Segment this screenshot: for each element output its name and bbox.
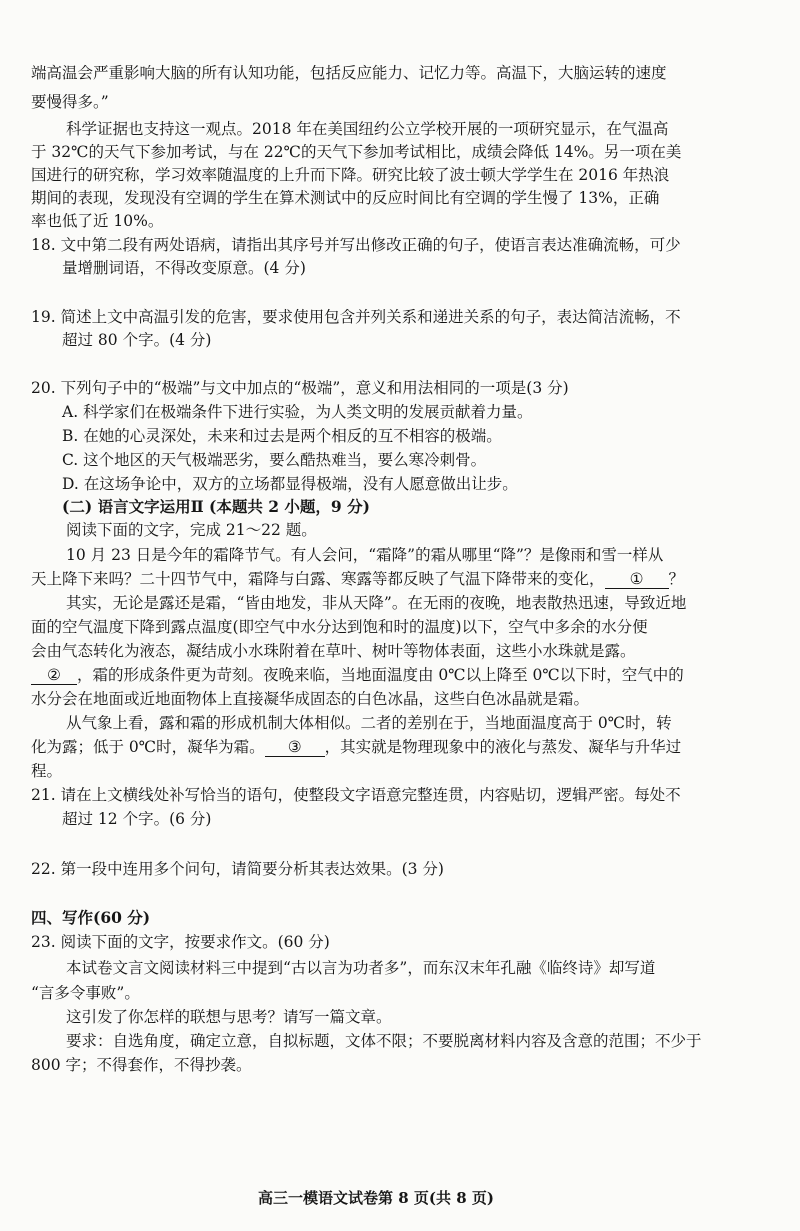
text-line: 面的空气温度下降到露点温度(即空气中水分达到饱和时的温度)以下，空气中多余的水分便 [31,618,648,636]
text-line: 端高温会严重影响大脑的所有认知功能，包括反应能力、记忆力等。高温下，大脑运转的速度 [31,64,667,82]
option-d: D. 在这场争论中，双方的立场都显得极端，没有人愿意做出让步。 [62,475,518,493]
text-segment: ，霜的形成条件更为苛刻。夜晚来临，当地面温度由 0℃以上降至 0℃以下时，空气中的 [77,666,684,684]
material-line: “言多令事败”。 [31,984,140,1002]
text-line: 其实，无论是露还是霜，“皆由地发，非从天降”。在无雨的夜晚，地表散热迅速，导致近地 [66,594,687,612]
text-line: 从气象上看，露和霜的形成机制大体相似。二者的差别在于，当地面温度高于 0℃时，转 [66,714,672,732]
text-line: 会由气态转化为液态，凝结成小水珠附着在草叶、树叶等物体表面，这些小水珠就是露。 [31,642,636,660]
material-line: 本试卷文言文阅读材料三中提到“古以言为功者多”，而东汉末年孔融《临终诗》却写道 [66,959,656,977]
question-line: 超过 80 个字。(4 分) [62,331,212,349]
text-segment: 天上降下来吗？二十四节气中，霜降与白露、寒露等都反映了气温下降带来的变化， [31,570,605,588]
requirement-line: 800 字；不得套作，不得抄袭。 [31,1056,252,1074]
fill-blank-3: ③ [265,738,325,757]
option-b: B. 在她的心灵深处，未来和过去是两个相反的互不相容的极端。 [62,427,502,445]
question-23: 23. 阅读下面的文字，按要求作文。(60 分) [31,933,330,951]
text-line [31,568,684,590]
option-a: A. 科学家们在极端条件下进行实验，为人类文明的发展贡献着力量。 [62,403,533,421]
text-segment: 化为露；低于 0℃时，凝华为霜。 [31,738,265,756]
fill-blank-2: ② [31,666,77,685]
text-line: 科学证据也支持这一观点。2018 年在美国纽约公立学校开展的一项研究显示，在气温高 [66,120,669,138]
option-c: C. 这个地区的天气极端恶劣，要么酷热难当，要么寒冷刺骨。 [62,451,487,469]
writing-prompt: 这引发了你怎样的联想与思考？请写一篇文章。 [66,1008,392,1026]
question-line: 19. 简述上文中高温引发的危害，要求使用包含并列关系和递进关系的句子，表达简洁流畅，不 [31,308,681,326]
question-line: 22. 第一段中连用多个问句，请简要分析其表达效果。(3 分) [31,860,444,878]
text-line: 率也低了近 10%。 [31,212,164,230]
fill-blank-1: ① [605,570,669,589]
question-line: 量增删词语，不得改变原意。(4 分) [62,259,306,277]
text-line: 国进行的研究称，学习效率随温度的上升而下降。研究比较了波士顿大学学生在 2016 年热浪 [31,166,670,184]
question-line: 超过 12 个字。(6 分) [62,810,212,828]
text-line [31,736,681,758]
text-line: 期间的表现，发现没有空调的学生在算术测试中的反应时间比有空调的学生慢了 13%，正确 [31,189,660,207]
text-line: 于 32℃的天气下参加考试，与在 22℃的天气下参加考试相比，成绩会降低 14%。另一项在美 [31,143,682,161]
text-segment: ，其实就是物理现象中的液化与蒸发、凝华与升华过 [324,738,682,756]
text-line [31,664,684,686]
section-heading: (二) 语言文字运用Ⅱ (本题共 2 小题，9 分) [62,497,370,516]
page-footer: 高三一模语文试卷第 8 页(共 8 页) [258,1189,494,1207]
text-segment: ？ [668,570,685,588]
section-heading: 四、写作(60 分) [31,908,151,927]
question-line: 21. 请在上文横线处补写恰当的语句，使整段文字语意完整连贯，内容贴切，逻辑严密。每处不 [31,786,681,804]
section-instruction: 阅读下面的文字，完成 21～22 题。 [66,521,317,539]
question-stem: 20. 下列句子中的“极端”与文中加点的“极端”，意义和用法相同的一项是(3 分) [31,379,569,397]
text-line: 水分会在地面或近地面物体上直接凝华成固态的白色冰晶，这些白色冰晶就是霜。 [31,690,590,708]
text-line: 10 月 23 日是今年的霜降节气。有人会问，“霜降”的霜从哪里“降”？是像雨和雪一样从 [66,546,664,564]
text-line: 程。 [31,762,63,780]
text-line: 要慢得多。” [31,93,109,111]
requirement-line: 要求：自选角度，确定立意，自拟标题，文体不限；不要脱离材料内容及含意的范围；不少于 [66,1032,702,1050]
question-line: 18. 文中第二段有两处语病，请指出其序号并写出修改正确的句子，使语言表达准确流畅，可少 [31,236,681,254]
